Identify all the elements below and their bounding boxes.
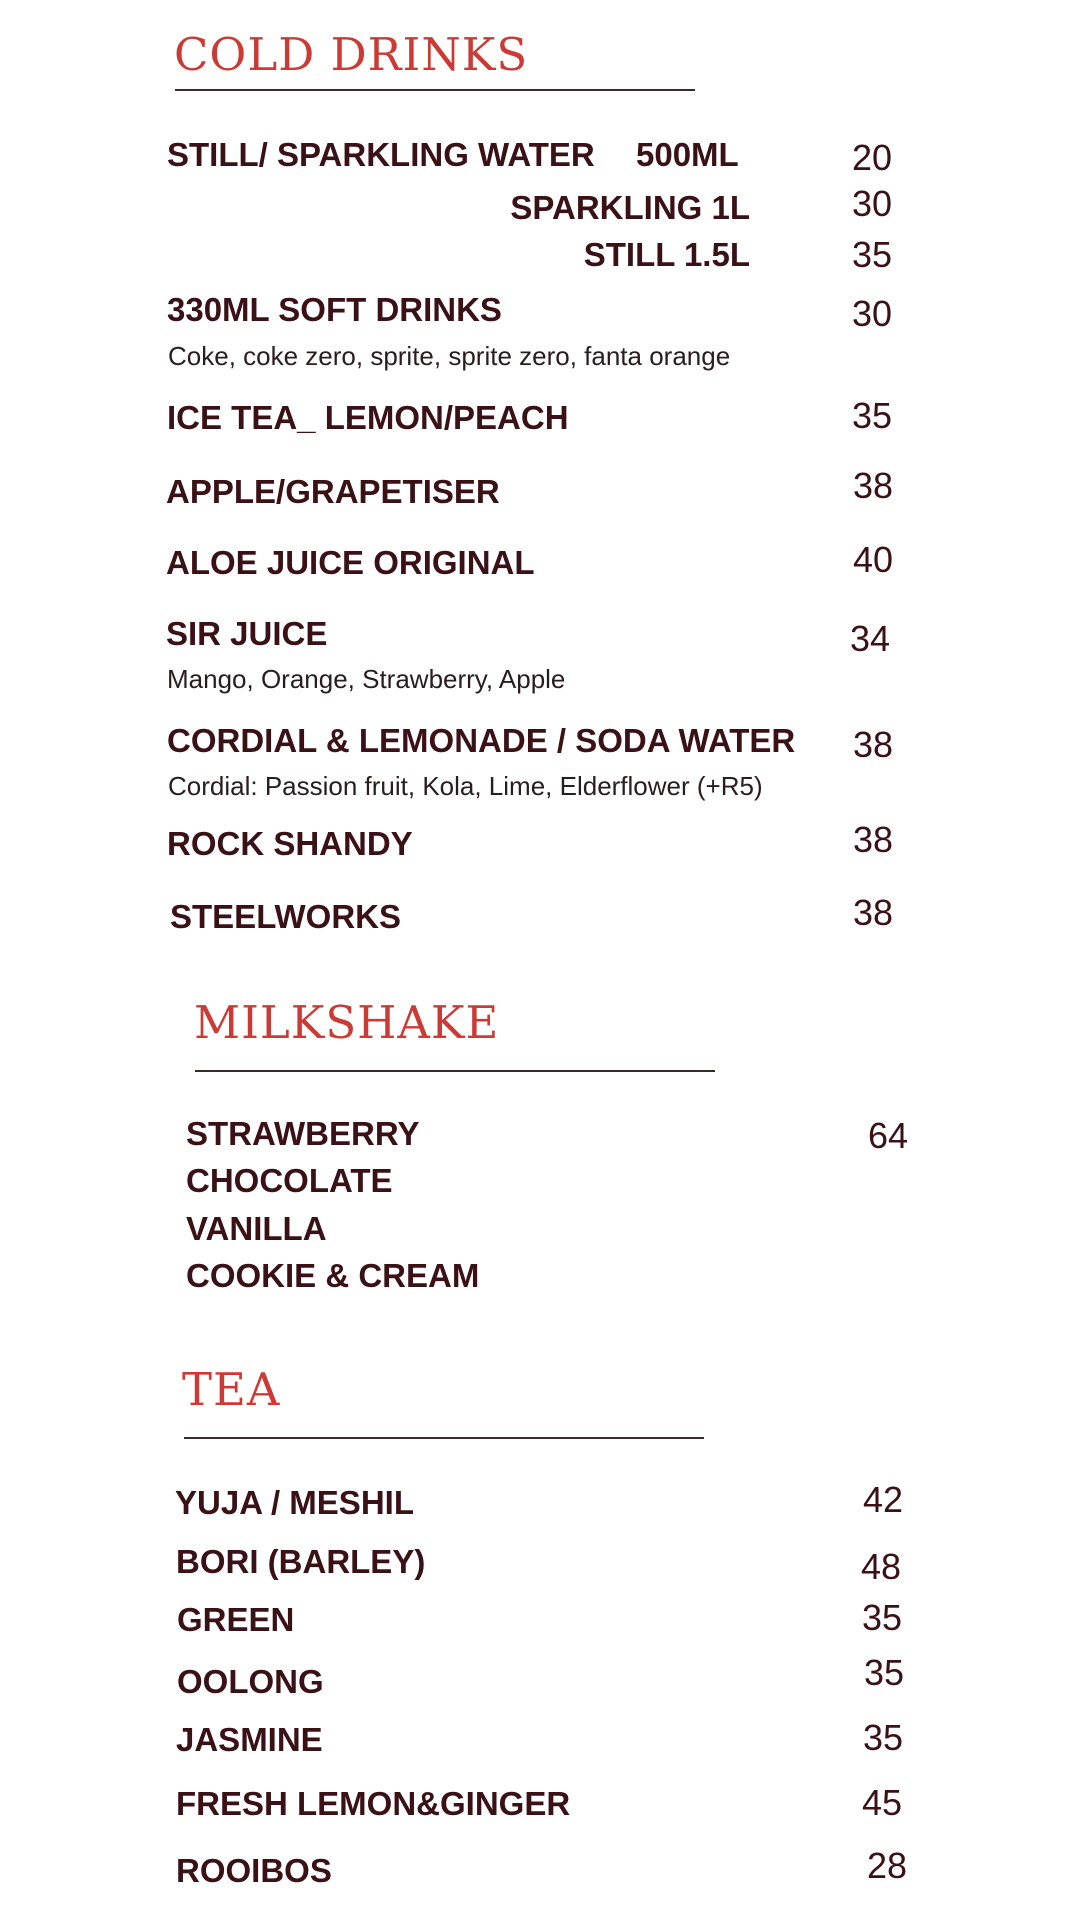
tea-item-fresh-lemon-ginger: FRESH LEMON&GINGER xyxy=(176,1785,571,1822)
water-still-1-5l-price: 35 xyxy=(852,234,893,275)
milkshake-divider xyxy=(195,1070,715,1072)
tea-item-bori-barley: BORI (BARLEY) xyxy=(176,1543,426,1580)
tea-price-fresh-lemon-ginger: 45 xyxy=(862,1782,903,1823)
sir-juice-price: 34 xyxy=(850,618,891,659)
cordial-label: CORDIAL & LEMONADE / SODA WATER xyxy=(167,722,796,759)
tea-item-rooibos: ROOIBOS xyxy=(176,1852,332,1889)
steelworks-price: 38 xyxy=(853,892,894,933)
tea-price-green: 35 xyxy=(862,1597,903,1638)
milkshake-flavour-chocolate: CHOCOLATE xyxy=(186,1162,393,1199)
sir-juice-label: SIR JUICE xyxy=(166,615,328,652)
tea-heading: TEA xyxy=(182,1363,281,1416)
soft-drinks-description: Coke, coke zero, sprite, sprite zero, fanta orange xyxy=(168,341,731,371)
milkshake-flavour-vanilla: VANILLA xyxy=(186,1210,327,1247)
tea-price-bori-barley: 48 xyxy=(861,1546,902,1587)
aloe-juice-price: 40 xyxy=(853,539,894,580)
cold-drinks-divider xyxy=(175,89,695,91)
tea-price-jasmine: 35 xyxy=(863,1717,904,1758)
cordial-description: Cordial: Passion fruit, Kola, Lime, Elderflower (+R5) xyxy=(168,771,763,801)
milkshake-flavour-strawberry: STRAWBERRY xyxy=(186,1115,420,1152)
soft-drinks-label: 330ML SOFT DRINKS xyxy=(167,291,502,328)
tea-item-jasmine: JASMINE xyxy=(176,1721,323,1758)
tea-divider xyxy=(184,1437,704,1439)
water-sparkling-1l: SPARKLING 1L xyxy=(510,189,750,226)
ice-tea-price: 35 xyxy=(852,395,893,436)
apple-grapetiser-price: 38 xyxy=(853,465,894,506)
tea-item-oolong: OOLONG xyxy=(177,1663,324,1700)
water-500ml-size: 500ML xyxy=(636,136,739,173)
milkshake-price: 64 xyxy=(868,1115,909,1156)
ice-tea-label: ICE TEA_ LEMON/PEACH xyxy=(167,399,569,436)
steelworks-label: STEELWORKS xyxy=(170,898,402,935)
tea-item-yuja-meshil: YUJA / MESHIL xyxy=(175,1484,414,1521)
sir-juice-description: Mango, Orange, Strawberry, Apple xyxy=(167,664,566,694)
tea-item-green: GREEN xyxy=(177,1601,295,1638)
tea-price-oolong: 35 xyxy=(864,1652,905,1693)
tea-price-rooibos: 28 xyxy=(867,1845,908,1886)
soft-drinks-price: 30 xyxy=(852,293,893,334)
water-500ml-price: 20 xyxy=(852,137,893,178)
water-still-1-5l: STILL 1.5L xyxy=(583,236,750,273)
apple-grapetiser-label: APPLE/GRAPETISER xyxy=(166,473,500,510)
tea-price-yuja-meshil: 42 xyxy=(863,1479,904,1520)
cordial-price: 38 xyxy=(853,724,894,765)
cold-drinks-heading: COLD DRINKS xyxy=(174,28,529,81)
water-sparkling-1l-price: 30 xyxy=(852,183,893,224)
water-label: STILL/ SPARKLING WATER xyxy=(167,136,595,173)
milkshake-heading: MILKSHAKE xyxy=(194,996,500,1049)
rock-shandy-label: ROCK SHANDY xyxy=(167,825,413,862)
rock-shandy-price: 38 xyxy=(853,819,894,860)
milkshake-flavour-cookie-cream: COOKIE & CREAM xyxy=(186,1257,480,1294)
aloe-juice-label: ALOE JUICE ORIGINAL xyxy=(166,544,535,581)
